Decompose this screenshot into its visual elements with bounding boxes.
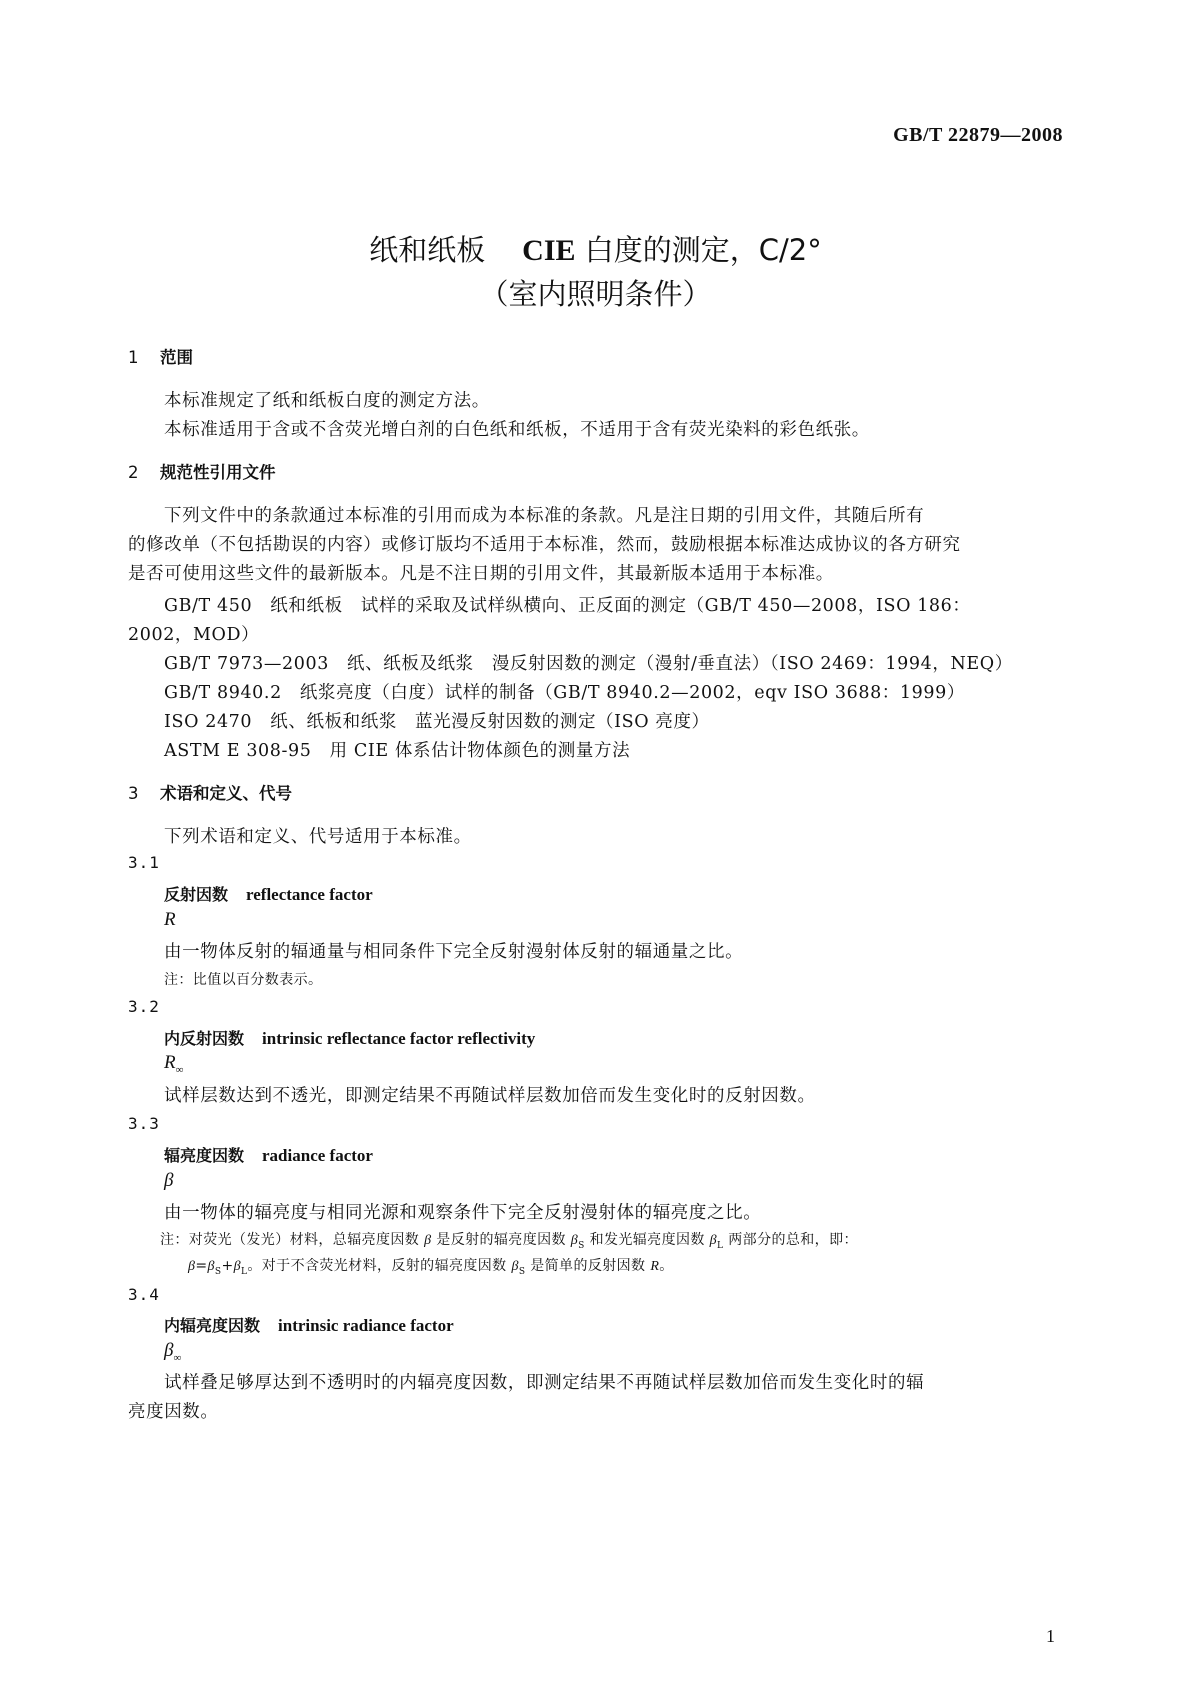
term-heading xyxy=(164,1313,454,1336)
term-definition: 试样叠足够厚达到不透明时的内辐亮度因数，即测定结果不再随试样层数加倍而发生变化时的辐 xyxy=(164,1373,925,1393)
reference-item: ASTM E 308-95 用 CIE 体系估计物体颜色的测量方法 xyxy=(164,741,631,761)
term-definition: 试样层数达到不透光，即测定结果不再随试样层数加倍而发生变化时的反射因数。 xyxy=(164,1086,816,1106)
note-symbol: β xyxy=(233,1259,241,1274)
reference-item: GB/T 450 纸和纸板 试样的采取及试样纵横向、正反面的测定（GB/T 450—2008，ISO 186： xyxy=(164,596,971,616)
section-3-heading xyxy=(128,780,292,804)
section-number: 2 xyxy=(128,463,139,482)
paragraph-line: 的修改单（不包括勘误的内容）或修订版均不适用于本标准，然而，鼓励根据本标准达成协议的各方研究 xyxy=(128,535,961,555)
note-subscript: S xyxy=(214,1266,222,1277)
term-cn: 反射因数 xyxy=(164,885,229,904)
note-operator: = xyxy=(195,1258,208,1274)
section-title: 规范性引用文件 xyxy=(160,463,276,482)
page-number: 1 xyxy=(1046,1626,1055,1646)
note-subscript: S xyxy=(578,1240,585,1251)
term-heading xyxy=(164,1026,535,1049)
reference-item-cont: 2002，MOD） xyxy=(128,625,260,645)
section-title: 范围 xyxy=(160,348,193,367)
note-operator: + xyxy=(221,1258,234,1274)
document-title xyxy=(0,228,1191,269)
clause-number: 3.2 xyxy=(128,997,160,1016)
document-subtitle: （室内照明条件） xyxy=(479,277,712,311)
title-part-cn-b: 白度的测定，C/2° xyxy=(584,233,822,267)
note-text: 注：对荧光（发光）材料，总辐亮度因数 xyxy=(160,1232,420,1248)
title-part-cn-a: 纸和纸板 xyxy=(369,233,486,267)
term-cn: 内辐亮度因数 xyxy=(164,1316,261,1335)
note-symbol: β xyxy=(570,1233,579,1248)
section-1-heading xyxy=(128,344,193,368)
note-subscript: L xyxy=(240,1266,248,1277)
term-note: 注：比值以百分数表示。 xyxy=(164,972,323,988)
note-text: 是简单的反射因数 xyxy=(530,1258,646,1274)
term-definition: 由一物体反射的辐通量与相同条件下完全反射漫射体反射的辐通量之比。 xyxy=(164,942,744,962)
paragraph: 本标准规定了纸和纸板白度的测定方法。 xyxy=(164,391,490,411)
note-text: 。 xyxy=(659,1258,674,1274)
note-symbol: β xyxy=(511,1259,519,1274)
term-note-cont xyxy=(188,1255,674,1277)
note-text: 。对于不含荧光材料，反射的辐亮度因数 xyxy=(247,1258,507,1274)
term-en: radiance factor xyxy=(262,1146,373,1165)
section-number: 3 xyxy=(128,784,139,803)
note-symbol: β xyxy=(424,1233,432,1248)
section-2-heading xyxy=(128,459,276,483)
title-part-latin: CIE xyxy=(522,234,576,267)
term-symbol: R xyxy=(164,909,176,930)
clause-number: 3.4 xyxy=(128,1285,160,1304)
section-title: 术语和定义、代号 xyxy=(160,784,292,803)
clause-number: 3.3 xyxy=(128,1114,160,1133)
term-heading xyxy=(164,1143,373,1166)
reference-item: ISO 2470 纸、纸板和纸浆 蓝光漫反射因数的测定（ISO 亮度） xyxy=(164,712,710,732)
section-number: 1 xyxy=(128,348,139,367)
paragraph: 下列术语和定义、代号适用于本标准。 xyxy=(164,827,472,847)
term-en: intrinsic radiance factor xyxy=(278,1316,454,1335)
symbol-base: R xyxy=(164,1052,176,1073)
reference-item: GB/T 8940.2 纸浆亮度（白度）试样的制备（GB/T 8940.2—2002，eqv ISO 3688：1999） xyxy=(164,683,965,703)
term-heading xyxy=(164,882,373,905)
note-subscript: S xyxy=(518,1266,526,1277)
note-text: 两部分的总和，即： xyxy=(728,1232,858,1248)
term-symbol xyxy=(164,1340,181,1364)
term-en: reflectance factor xyxy=(246,885,373,904)
term-note xyxy=(160,1229,858,1251)
term-definition-cont: 亮度因数。 xyxy=(128,1402,219,1422)
term-symbol xyxy=(164,1052,183,1076)
standard-code: GB/T 22879—2008 xyxy=(893,124,1063,146)
symbol-subscript: ∞ xyxy=(173,1351,182,1364)
note-symbol: R xyxy=(650,1259,660,1274)
term-symbol: β xyxy=(164,1170,174,1191)
term-en: intrinsic reflectance factor reflectivity xyxy=(262,1029,536,1048)
symbol-subscript: ∞ xyxy=(175,1063,184,1076)
note-symbol: β xyxy=(188,1259,196,1274)
symbol-base: β xyxy=(164,1340,174,1361)
clause-number: 3.1 xyxy=(128,853,160,872)
reference-item: GB/T 7973—2003 纸、纸板及纸浆 漫反射因数的测定（漫射/垂直法）（ISO 2469：1994，NEQ） xyxy=(164,654,1013,674)
paragraph-line: 是否可使用这些文件的最新版本。凡是不注日期的引用文件，其最新版本适用于本标准。 xyxy=(128,564,834,584)
paragraph: 本标准适用于含或不含荧光增白剂的白色纸和纸板，不适用于含有荧光染料的彩色纸张。 xyxy=(164,420,870,440)
paragraph-line: 下列文件中的条款通过本标准的引用而成为本标准的条款。凡是注日期的引用文件，其随后所有 xyxy=(164,506,925,526)
term-cn: 辐亮度因数 xyxy=(164,1146,245,1165)
note-text: 和发光辐亮度因数 xyxy=(589,1232,705,1248)
note-text: 是反射的辐亮度因数 xyxy=(436,1232,566,1248)
term-definition: 由一物体的辐亮度与相同光源和观察条件下完全反射漫射体的辐亮度之比。 xyxy=(164,1203,762,1223)
note-symbol: β xyxy=(207,1259,215,1274)
note-subscript: L xyxy=(717,1240,724,1251)
term-cn: 内反射因数 xyxy=(164,1029,245,1048)
note-symbol: β xyxy=(709,1233,718,1248)
